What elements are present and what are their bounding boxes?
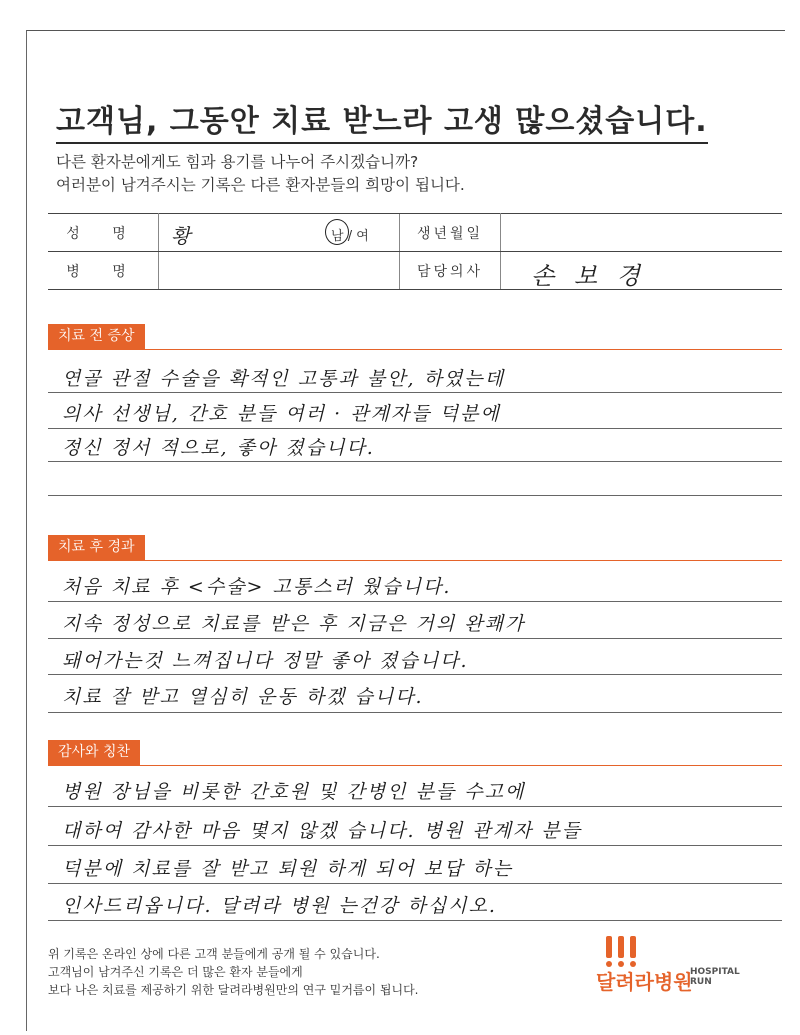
after-text-line-1[interactable]: 처음 치료 후 <수술> 고통스러 웠습니다. (62, 576, 452, 598)
ruled-line (48, 601, 782, 602)
gender-options[interactable]: 남 / 여 (331, 229, 369, 244)
hospital-logo (596, 936, 756, 1002)
ruled-line (48, 674, 782, 675)
section-divider (48, 765, 782, 766)
logo-name: 달려라병원 (596, 970, 693, 994)
ruled-line (48, 806, 782, 807)
ruled-line (48, 845, 782, 846)
footer-line-1: 위 기록은 온라인 상에 다른 고객 분들에게 공개 될 수 있습니다. (48, 947, 380, 961)
ruled-line (48, 920, 782, 921)
thanks-text-line-4[interactable]: 인사드리옵니다. 달려라 병원 는건강 하십시오. (62, 895, 497, 917)
doctor-value: 손 보 경 (531, 262, 646, 290)
section-heading-thanks: 감사와 칭찬 (48, 740, 140, 766)
section-heading-before: 치료 전 증상 (48, 324, 145, 350)
name-label: 성 명 (48, 214, 159, 252)
name-value: 황 (171, 224, 191, 248)
doctor-label: 담당의사 (400, 252, 501, 290)
ruled-line (48, 712, 782, 713)
thanks-text-line-1[interactable]: 병원 장님을 비롯한 간호원 및 간병인 분들 수고에 (62, 781, 526, 803)
thanks-text-line-3[interactable]: 덕분에 치료를 잘 받고 퇴원 하게 되어 보답 하는 (62, 858, 514, 880)
name-field[interactable] (159, 214, 400, 252)
page-title: 고객님, 그동안 치료 받느라 고생 많으셨습니다. (56, 96, 708, 144)
footer-line-2: 고객님이 남겨주신 기록은 더 많은 환자 분들에게 (48, 965, 303, 979)
ruled-line (48, 638, 782, 639)
before-text-line-1[interactable]: 연골 관절 수술을 확적인 고통과 불안, 하였는데 (62, 368, 506, 390)
thanks-text-line-2[interactable]: 대하여 감사한 마음 몇지 않겠 습니다. 병원 관계자 분들 (62, 820, 583, 842)
section-divider (48, 560, 782, 561)
ruled-line (48, 495, 782, 496)
after-text-line-4[interactable]: 치료 잘 받고 열심히 운동 하겠 습니다. (62, 686, 424, 708)
logo-en-line-1: HOSPITAL (690, 967, 740, 977)
logo-english (690, 967, 740, 987)
logo-en-line-2: RUN (690, 977, 712, 987)
footer-line-3: 보다 나은 치료를 제공하기 위한 달려라병원만의 연구 밑거름이 됩니다. (48, 983, 419, 997)
ruled-line (48, 392, 782, 393)
before-text-line-3[interactable]: 정신 정서 적으로, 좋아 졌습니다. (62, 437, 375, 459)
section-heading-after: 치료 후 경과 (48, 535, 145, 561)
after-text-line-2[interactable]: 지속 정성으로 치료를 받은 후 지금은 거의 완쾌가 (62, 613, 526, 635)
gender-circle-mark (325, 219, 349, 245)
birth-label: 생년월일 (400, 214, 501, 252)
subtitle-line-2: 여러분이 남겨주시는 기록은 다른 환자분들의 희망이 됩니다. (56, 176, 465, 194)
ruled-line (48, 428, 782, 429)
before-text-line-2[interactable]: 의사 선생님, 간호 분들 여러 · 관계자들 덕분에 (62, 403, 501, 425)
ruled-line (48, 883, 782, 884)
birth-field[interactable] (501, 214, 783, 252)
subtitle-line-1: 다른 환자분에게도 힘과 용기를 나누어 주시겠습니까? (56, 153, 419, 171)
after-text-line-3[interactable]: 돼어가는것 느껴집니다 정말 좋아 졌습니다. (62, 650, 469, 672)
ruled-line (48, 461, 782, 462)
doctor-field[interactable] (501, 252, 783, 290)
disease-field[interactable] (159, 252, 400, 290)
patient-info-table (48, 213, 782, 290)
disease-label: 병 명 (48, 252, 159, 290)
section-divider (48, 349, 782, 350)
